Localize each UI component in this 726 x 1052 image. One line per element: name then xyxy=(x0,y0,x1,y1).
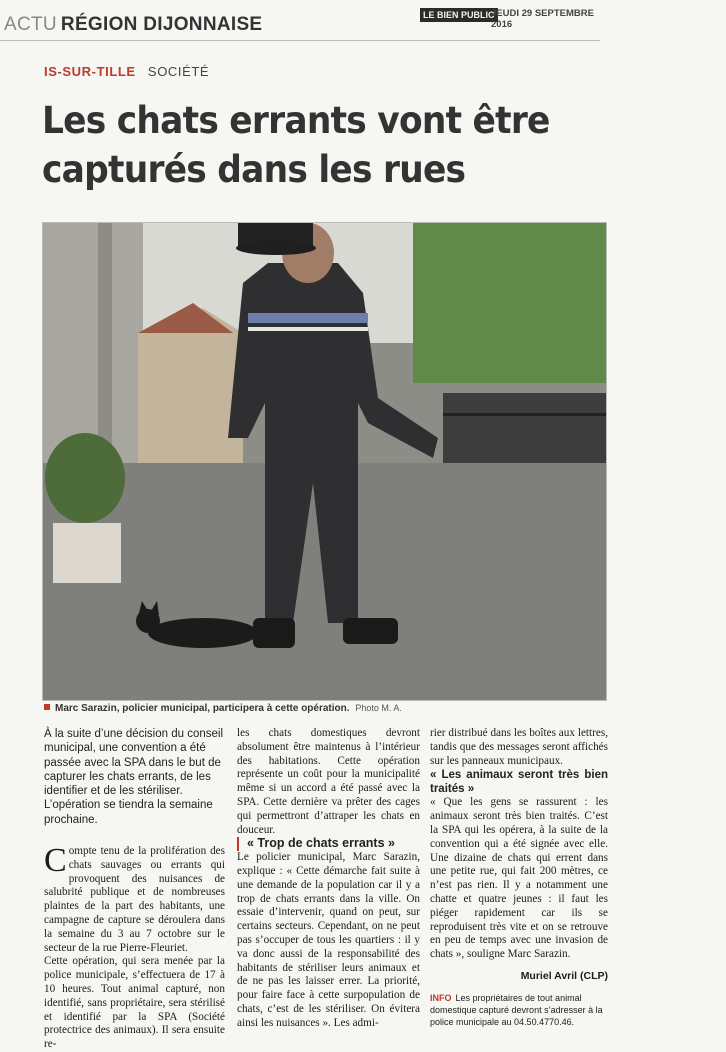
info-tag: INFO xyxy=(430,992,452,1003)
article-headline: Les chats errants vont être capturés dans les rues xyxy=(42,99,550,191)
drop-cap: C xyxy=(44,842,67,880)
article-paragraph-6: « Que les gens se rassurent : les animaux seront très bien traités. C’est la SPA qui les opérera, à la suite de la convention qui a été signée avec elle. Une dizaine de chats qui errent dans une petite rue, qui fait 200 mètres, ce n’est pas rien. Il y a notamment une chatte et quatre jeunes : il faut les piéger rapidement car ils se reproduisent très vite et on se retrouve en peu de temps avec une invasion de chats », souligne Marc Sarazin. xyxy=(430,796,608,961)
caption-square-icon xyxy=(44,704,50,710)
article-paragraph-5: rier distribué dans les boîtes aux lettres, tandis que des messages seront affichés sur les panneaux municipaux. xyxy=(430,727,608,767)
article-kicker xyxy=(44,64,209,79)
article-lead: À la suite d’une décision du conseil municipal, une convention a été passée avec la SPA dans le but de capturer les chats errants, de les identifier et de les stériliser. L’opération se tiendra la semaine prochaine. xyxy=(44,728,224,826)
article-paragraph-3: les chats domestiques devront absolument être maintenus à l’intérieur des habitations. Cette opération représente un coût pour la municipalité même si un accord a été passé avec la SPA. Cette dernière va prêter des cages qui permettront d’attraper les chats en douceur. xyxy=(237,727,420,836)
info-text: Les propriétaires de tout animal domestique capturé devront s’adresser à la police municipale au 04.50.4770.46. xyxy=(430,992,603,1027)
section-prefix: ACTU xyxy=(4,14,57,35)
article-subhead-2: « Les animaux seront très bien traités » xyxy=(430,769,608,796)
photo-caption xyxy=(44,703,402,714)
article-photo xyxy=(42,222,607,701)
article-subhead-1: « Trop de chats errants » xyxy=(237,837,420,851)
photo-credit: Photo M. A. xyxy=(355,703,402,713)
newspaper-name: LE BIEN PUBLIC xyxy=(420,8,498,22)
article-author: Muriel Avril (CLP) xyxy=(520,969,608,982)
info-box xyxy=(430,992,608,1028)
article-paragraph-1 xyxy=(44,842,225,955)
article-column-3 xyxy=(430,727,608,1028)
article-paragraph-4: Le policier municipal, Marc Sarazin, explique : « Cette démarche fait suite à une demande de la population car il y a trop de chats errants dans la ville. On essaie d’intervenir, quand on peut, sur certains secteurs. Cependant, on ne peut pas s’occuper de tous les quartiers : il y va donc aussi de la responsabilité des habitants de stériliser leurs animaux et de ne pas les laisser errer. La priorité, pour faire face à cette surpopulation de chats, c’est de les stériliser. On évitera ainsi les nuisances ». Les admi- xyxy=(237,851,420,1029)
section-name: RÉGION DIJONNAISE xyxy=(60,14,263,35)
header-divider xyxy=(0,40,600,41)
caption-text: Marc Sarazin, policier municipal, participera à cette opération. xyxy=(55,703,350,714)
article-column-1 xyxy=(44,727,225,1052)
article-column-2 xyxy=(237,727,420,1031)
article-rubric: SOCIÉTÉ xyxy=(147,64,210,79)
section-title xyxy=(4,14,262,36)
article-place: IS-SUR-TILLE xyxy=(44,64,136,79)
page-header xyxy=(0,0,600,44)
police-officer-with-cat-photo xyxy=(43,223,606,700)
paragraph-1-text: ompte tenu de la prolifération des chats sauvages ou errants qui provoquent des nuisances de salubrité publique et de nombreuses plaintes de la part des habitants, une campagne de capture se déroulera dans la semaine du 3 au 7 octobre sur le secteur de la rue Pierre-Fleuriet. xyxy=(44,845,225,954)
issue-date: JEUDI 29 SEPTEMBRE 2016 xyxy=(491,8,594,30)
article-paragraph-2: Cette opération, qui sera menée par la police municipale, s’effectuera de 17 à 10 heures. Tout animal capturé, non identifié, sans propriétaire, sera stérilisé et identifié par la SPA (Société protectrice des animaux). Il sera ensuite re- xyxy=(44,955,225,1051)
